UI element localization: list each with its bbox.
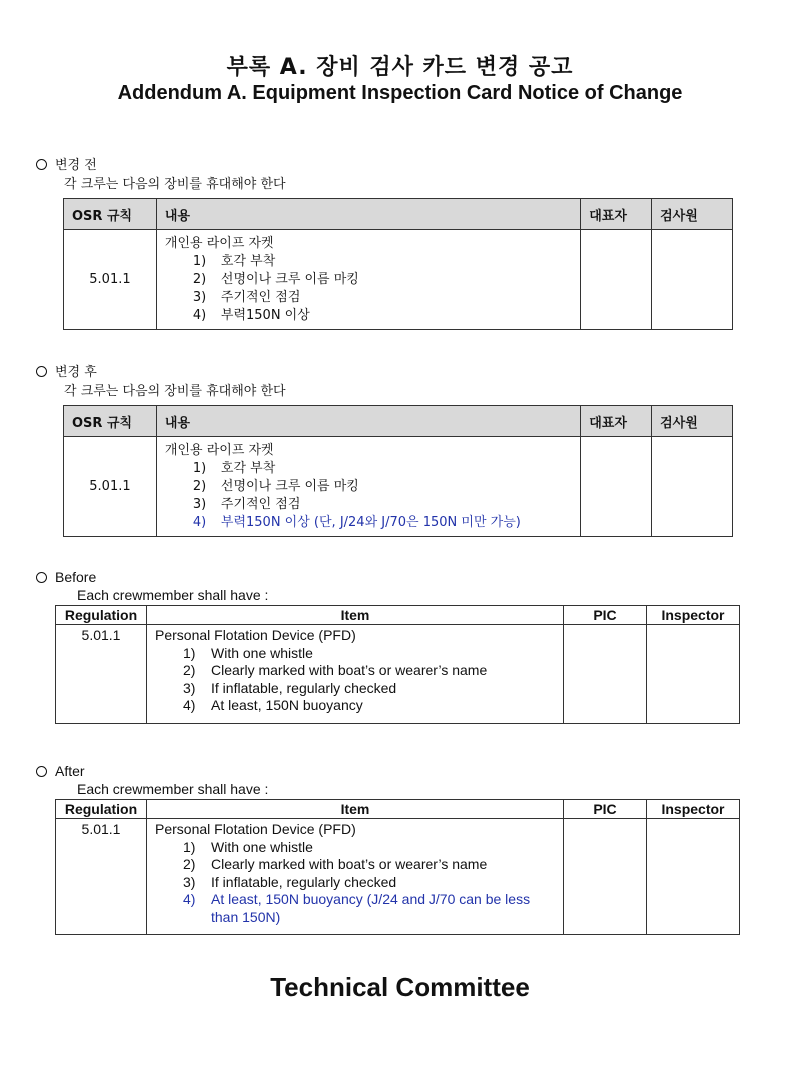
- col-header-regulation: Regulation: [56, 606, 147, 625]
- item-title: 개인용 라이프 자켓: [164, 235, 274, 251]
- list-item: 4) 부력150N 이상: [192, 307, 310, 323]
- regulation-cell: 5.01.1: [56, 819, 147, 935]
- col-header-inspector: Inspector: [647, 606, 740, 625]
- col-header-item: 내용: [156, 406, 580, 437]
- table-ko-before: [63, 198, 733, 330]
- col-header-inspector: 검사원: [652, 199, 733, 230]
- regulation-cell: 5.01.1: [56, 625, 147, 724]
- section-subheading-ko-after: 각 크루는 다음의 장비를 휴대해야 한다: [64, 384, 286, 399]
- item-title: Personal Flotation Device (PFD): [155, 627, 356, 643]
- table-row: [64, 437, 733, 537]
- list-item: 2) Clearly marked with boat’s or wearer’s name: [183, 856, 488, 872]
- section-heading-en-before: Before: [36, 569, 96, 585]
- col-header-regulation: Regulation: [56, 800, 147, 819]
- list-item: 3) If inflatable, regularly checked: [183, 873, 397, 890]
- list-item: 1) With one whistle: [183, 644, 313, 661]
- inspector-cell: [647, 625, 740, 724]
- section-subheading-en-before: Each crewmember shall have :: [77, 587, 269, 603]
- bullet-circle-icon: [36, 159, 47, 170]
- item-title: 개인용 라이프 자켓: [164, 442, 274, 458]
- section-heading-ko-before: 변경 전: [36, 154, 97, 173]
- title-korean: 부록 A. 장비 검사 카드 변경 공고: [226, 55, 574, 80]
- list-item: 4) At least, 150N buoyancy: [183, 697, 363, 713]
- inspector-cell: [652, 230, 733, 330]
- section-subheading-en-after: Each crewmember shall have :: [77, 781, 269, 797]
- col-header-regulation: OSR 규칙: [64, 406, 157, 437]
- table-row: [56, 819, 740, 935]
- list-item: 3) If inflatable, regularly checked: [183, 679, 397, 696]
- list-item: 1) 호각 부착: [192, 460, 276, 476]
- list-item: 3) 주기적인 점검: [192, 496, 301, 512]
- bullet-circle-icon: [36, 572, 47, 583]
- list-item: 2) 선명이나 크루 이름 마킹: [192, 271, 359, 287]
- col-header-regulation: OSR 규칙: [64, 199, 157, 230]
- item-cell: [147, 819, 564, 935]
- list-item: 1) 호각 부착: [192, 253, 276, 269]
- section-heading-en-after: After: [36, 763, 85, 779]
- pic-cell: [581, 437, 652, 537]
- title-english: Addendum A. Equipment Inspection Card Notice of Change: [117, 82, 683, 104]
- regulation-cell: 5.01.1: [64, 437, 157, 537]
- item-cell: [156, 230, 580, 330]
- item-title: Personal Flotation Device (PFD): [155, 821, 356, 837]
- table-en-after: [55, 799, 740, 935]
- col-header-item: Item: [147, 606, 564, 625]
- bullet-circle-icon: [36, 766, 47, 777]
- table-row: [56, 625, 740, 724]
- pic-cell: [564, 625, 647, 724]
- col-header-item: 내용: [156, 199, 580, 230]
- list-item: 2) 선명이나 크루 이름 마킹: [192, 478, 359, 494]
- col-header-pic: 대표자: [581, 199, 652, 230]
- col-header-inspector: 검사원: [652, 406, 733, 437]
- pic-cell: [564, 819, 647, 935]
- item-cell: [147, 625, 564, 724]
- table-ko-after: [63, 405, 733, 537]
- col-header-pic: PIC: [564, 800, 647, 819]
- table-en-before: [55, 605, 740, 724]
- col-header-inspector: Inspector: [647, 800, 740, 819]
- section-heading-ko-after: 변경 후: [36, 361, 97, 380]
- section-subheading-ko-before: 각 크루는 다음의 장비를 휴대해야 한다: [64, 177, 286, 192]
- list-item: 2) Clearly marked with boat’s or wearer’s name: [183, 662, 488, 678]
- list-item-changed: 4) 부력150N 이상 (단, J/24와 J/70은 150N 미만 가능): [192, 514, 521, 530]
- item-cell: [156, 437, 580, 537]
- col-header-pic: 대표자: [581, 406, 652, 437]
- signature-technical-committee: Technical Committee: [270, 972, 530, 1002]
- bullet-circle-icon: [36, 366, 47, 377]
- inspector-cell: [647, 819, 740, 935]
- col-header-pic: PIC: [564, 606, 647, 625]
- list-item-changed: 4) At least, 150N buoyancy (J/24 and J/70 can be less than 150N): [183, 891, 531, 925]
- list-item: 3) 주기적인 점검: [192, 289, 301, 305]
- pic-cell: [581, 230, 652, 330]
- inspector-cell: [652, 437, 733, 537]
- table-row: [64, 230, 733, 330]
- list-item: 1) With one whistle: [183, 838, 313, 855]
- regulation-cell: 5.01.1: [64, 230, 157, 330]
- col-header-item: Item: [147, 800, 564, 819]
